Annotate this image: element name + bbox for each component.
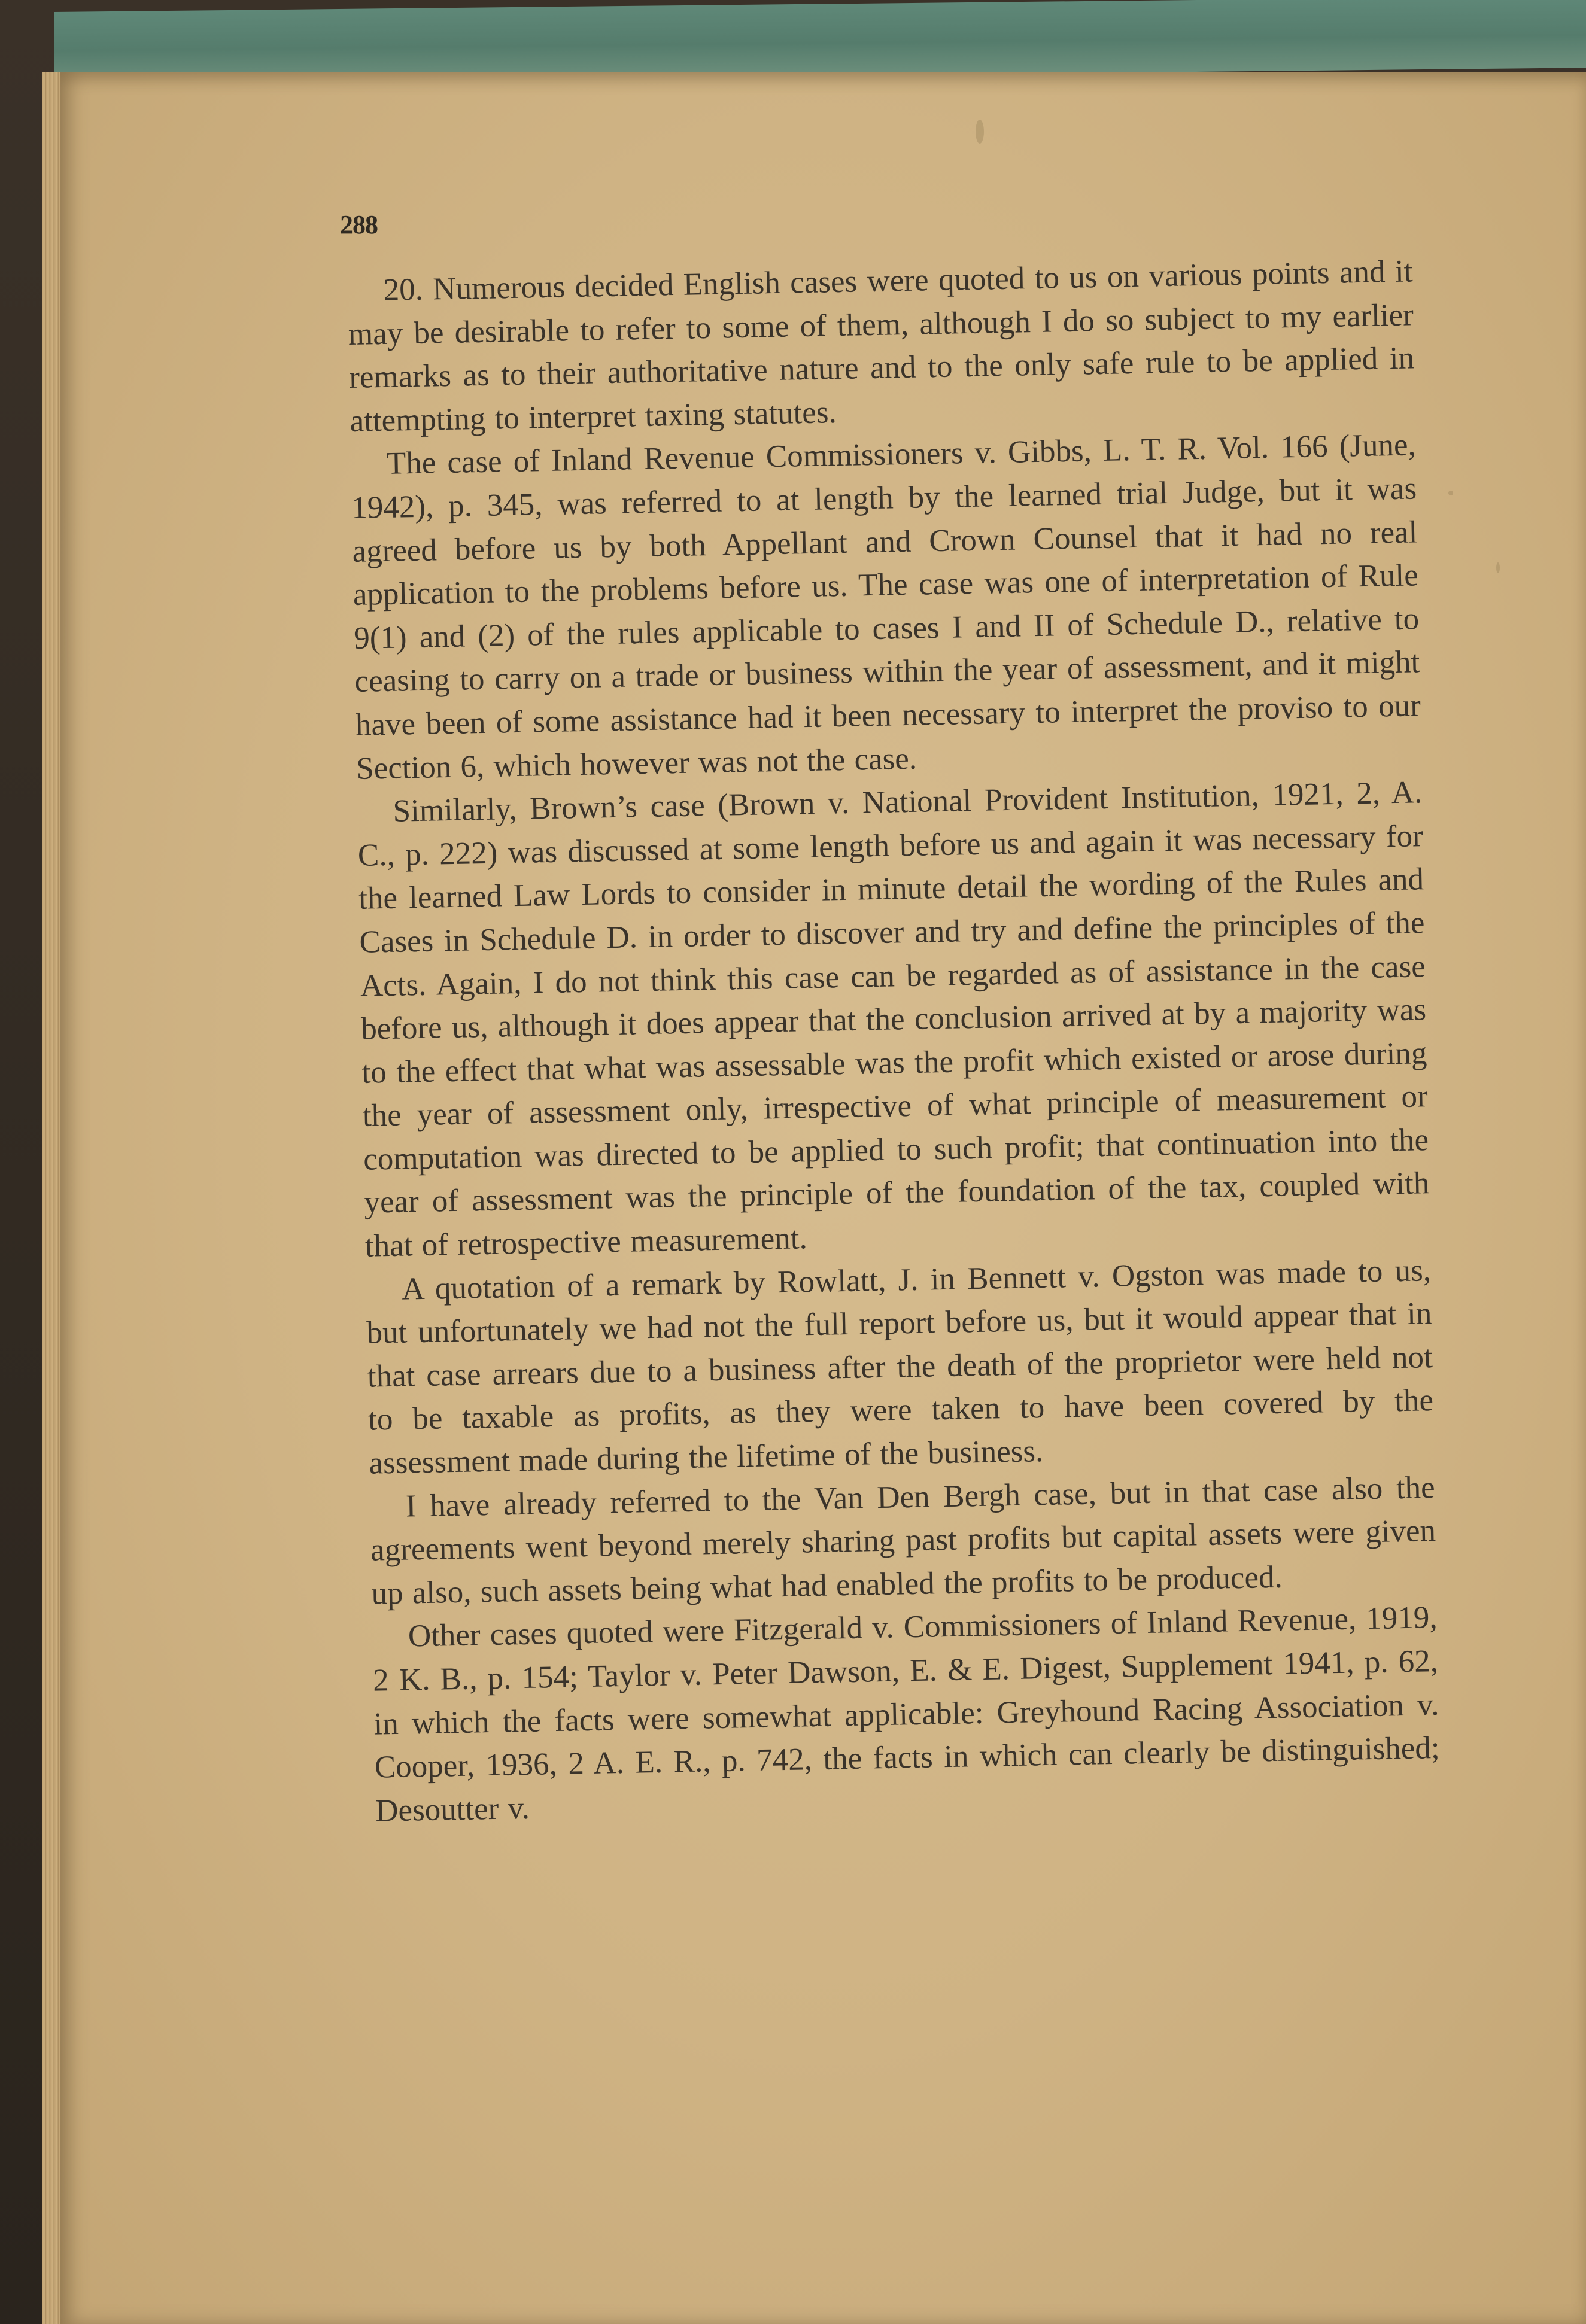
body-text [347, 250, 1441, 1833]
paragraph: The case of Inland Revenue Commissioners v. Gibbs, L. T. R. Vol. 166 (June, 1942), p. 345, was referred to at length by the learned trial Judge, but it was agreed before us by both Appellant and Crown Counsel that it had no real application to the problems before us. The case was one of interpretation of Rule 9(1) and (2) of the rules applicable to cases I and II of Schedule D., relative to ceasing to carry on a trade or business within the year of assessment, and it might have been of some assistance had it been necessary to interpret the proviso to our Section 6, which however was not the case. [351, 427, 1421, 786]
paper-smudge [1448, 491, 1453, 495]
paragraph: I have already referred to the Van Den Bergh case, but in that case also the agreements went beyond merely sharing past profits but capital assets were given up also, such assets being what had enabled the profits to be produced. [370, 1470, 1436, 1611]
paragraph: Other cases quoted were Fitzgerald v. Commissioners of Inland Revenue, 1919, 2 K. B., p. 154; Taylor v. Peter Dawson, E. & E. Digest, Supplement 1941, p. 62, in which the facts were somewhat applicable: Greyhound Racing Association v. Cooper, 1936, 2 A. E. R., p. 742, the facts in which can clearly be distinguished; Desoutter v. [372, 1600, 1441, 1829]
paragraph: A quotation of a remark by Rowlatt, J. in Bennett v. Ogston was made to us, but unfortunately we had not the full report before us, but it would appear that in that case arrears due to a business after the death of the proprietor were held not to be taxable as profits, as they were taken to have been covered by the assessment made during the lifetime of the business. [366, 1252, 1434, 1481]
paragraph: Similarly, Brown’s case (Brown v. National Provident Institution, 1921, 2, A. C., p. 222) was discussed at some length before us and again it was necessary for the learned Law Lords to consider in minute detail the wording of the Rules and Cases in Schedule D. in order to discover and try and define the principles of the Acts. Again, I do not think this case can be regarded as of assistance in the case before us, although it does appear that the conclusion arrived at by a majority was to the effect that what was assessable was the profit which existed or arose during the year of assessment only, irrespective of what principle of measurement or computation was directed to be applied to such profit; that continuation into the year of assessment was the principle of the foundation of the tax, coupled with that of retrospective measurement. [357, 775, 1430, 1264]
paper-smudge [1496, 562, 1500, 573]
paragraph: 20. Numerous decided English cases were quoted to us on various points and it may be desirable to refer to some of them, although I do so subject to my earlier remarks as to their authoritative nature and to the only safe rule to be applied in attempting to interpret taxing statutes. [348, 254, 1415, 439]
page-number: 288 [340, 210, 378, 239]
paper-smudge [976, 120, 984, 144]
